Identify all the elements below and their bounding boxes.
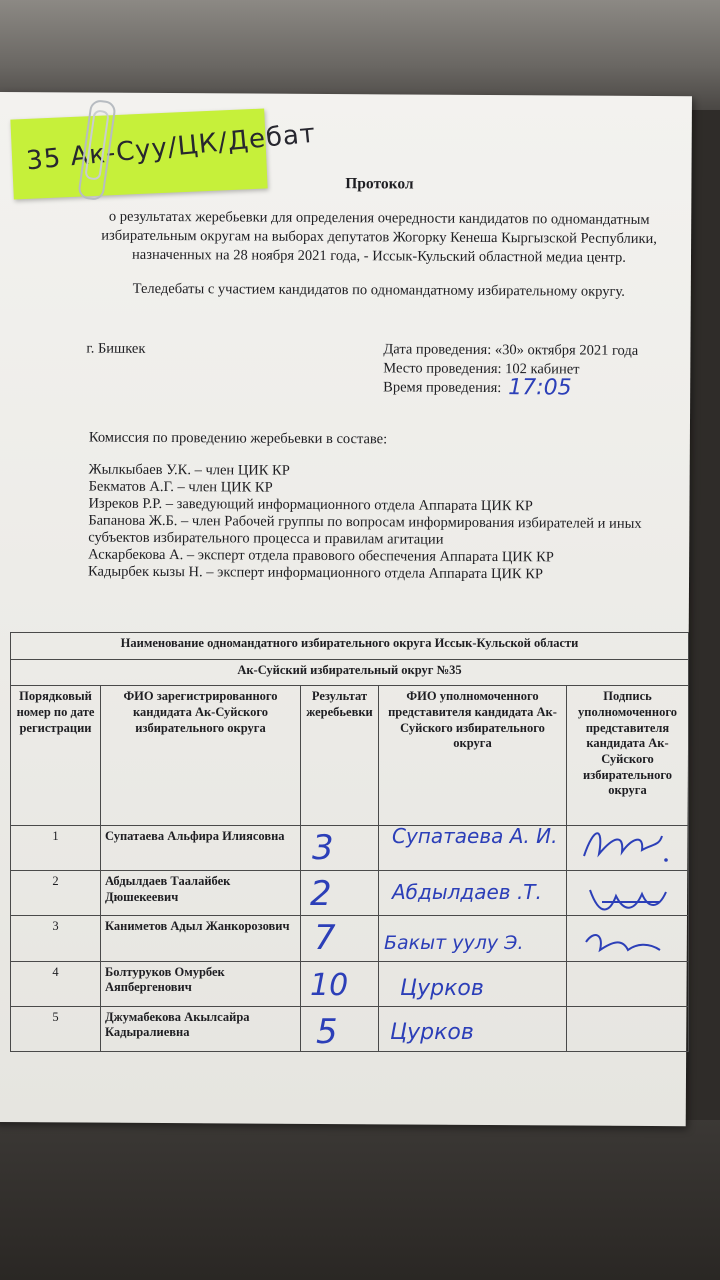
handwritten-result: 3	[312, 828, 334, 868]
candidate-name: Джумабекова Акылсайра Кадыралиевна	[101, 1006, 301, 1051]
handwritten-result: 2	[310, 874, 332, 914]
row-number: 5	[11, 1006, 101, 1051]
column-header: ФИО зарегистрированного кандидата Ак-Суйского избирательного округа	[101, 686, 301, 826]
table-row	[11, 1006, 689, 1051]
candidate-name: Абдылдаев Таалайбек Дюшекеевич	[101, 871, 301, 916]
member-line: Кадырбек кызы Н. – эксперт информационного отдела Аппарата ЦИК КР	[88, 563, 544, 583]
time-label: Время проведения:	[383, 379, 502, 397]
member-line: Бекматов А.Г. – член ЦИК КР	[88, 478, 273, 496]
subtitle-line-2: избирательным округам на выборах депутатов Жогорку Кенеша Кыргызской Республики,	[101, 227, 657, 248]
desk-background-bottom	[0, 1120, 720, 1280]
handwritten-representative: Цурков	[390, 1020, 474, 1045]
signature-3	[578, 920, 678, 970]
handwritten-result: 10	[310, 968, 349, 1003]
column-header: ФИО уполномоченного представителя кандидата Ак-Суйского избирательного округа	[379, 686, 567, 826]
result-cell	[301, 1006, 379, 1051]
region-title: Наименование одномандатного избирательного округа Иссык-Кульской области	[11, 633, 689, 660]
candidate-name: Каниметов Адыл Жанкорозович	[101, 916, 301, 961]
signature-cell	[567, 1006, 689, 1051]
row-number: 3	[11, 916, 101, 961]
handwritten-result: 7	[314, 918, 336, 958]
place-line: Место проведения: 102 кабинет	[383, 360, 580, 378]
commission-heading: Комиссия по проведению жеребьевки в составе:	[88, 429, 388, 448]
row-number: 2	[11, 871, 101, 916]
sticky-note	[10, 108, 318, 199]
member-line: Изреков Р.Р. – заведующий информационного отдела Аппарата ЦИК КР	[88, 495, 533, 515]
column-header: Результат жеребьевки	[301, 686, 379, 826]
city: г. Бишкек	[86, 340, 146, 357]
result-cell	[301, 916, 379, 961]
subtitle-line-1: о результатах жеребьевки для определения очередности кандидатов по одномандатным	[108, 208, 650, 228]
member-line: субъектов избирательного процесса и правилам агитации	[88, 529, 444, 548]
row-number: 1	[11, 826, 101, 871]
member-line: Аскарбекова А. – эксперт отдела правового обеспечения Аппарата ЦИК КР	[88, 546, 554, 566]
sticky-note-text: 35 Ак-Суу/ЦК/Дебат	[24, 118, 318, 177]
document-title: Протокол	[345, 175, 414, 193]
signature-1	[574, 816, 674, 876]
member-line: Бапанова Ж.Б. – член Рабочей группы по вопросам информирования избирателей и иных	[88, 512, 642, 532]
row-number: 4	[11, 961, 101, 1006]
candidate-name: Супатаева Альфира Илиясовна	[101, 826, 301, 871]
handwritten-representative: Абдылдаев .Т.	[392, 880, 542, 904]
handwritten-result: 5	[316, 1012, 338, 1052]
district-title: Ак-Суйский избирательный округ №35	[11, 659, 689, 686]
column-header: Порядковый номер по дате регистрации	[11, 686, 101, 826]
handwritten-representative: Цурков	[400, 976, 484, 1001]
column-header: Подпись уполномоченного представителя кандидата Ак-Суйского избирательного округа	[567, 686, 689, 826]
date-line: Дата проведения: «30» октября 2021 года	[383, 341, 639, 359]
handwritten-representative: Супатаева А. И.	[392, 824, 558, 848]
member-line: Жылкыбаев У.К. – член ЦИК КР	[88, 461, 290, 479]
handwritten-representative: Бакыт уулу Э.	[384, 932, 524, 954]
time-handwritten: 17:05	[508, 375, 572, 401]
candidate-name: Болтуруков Омурбек Аяпбергенович	[101, 961, 301, 1006]
subtitle-line-3: назначенных на 28 ноября 2021 года, - Иссык-Кульский областной медиа центр.	[131, 246, 627, 266]
debate-line: Теледебаты с участием кандидатов по одномандатному избирательному округу.	[132, 280, 625, 300]
